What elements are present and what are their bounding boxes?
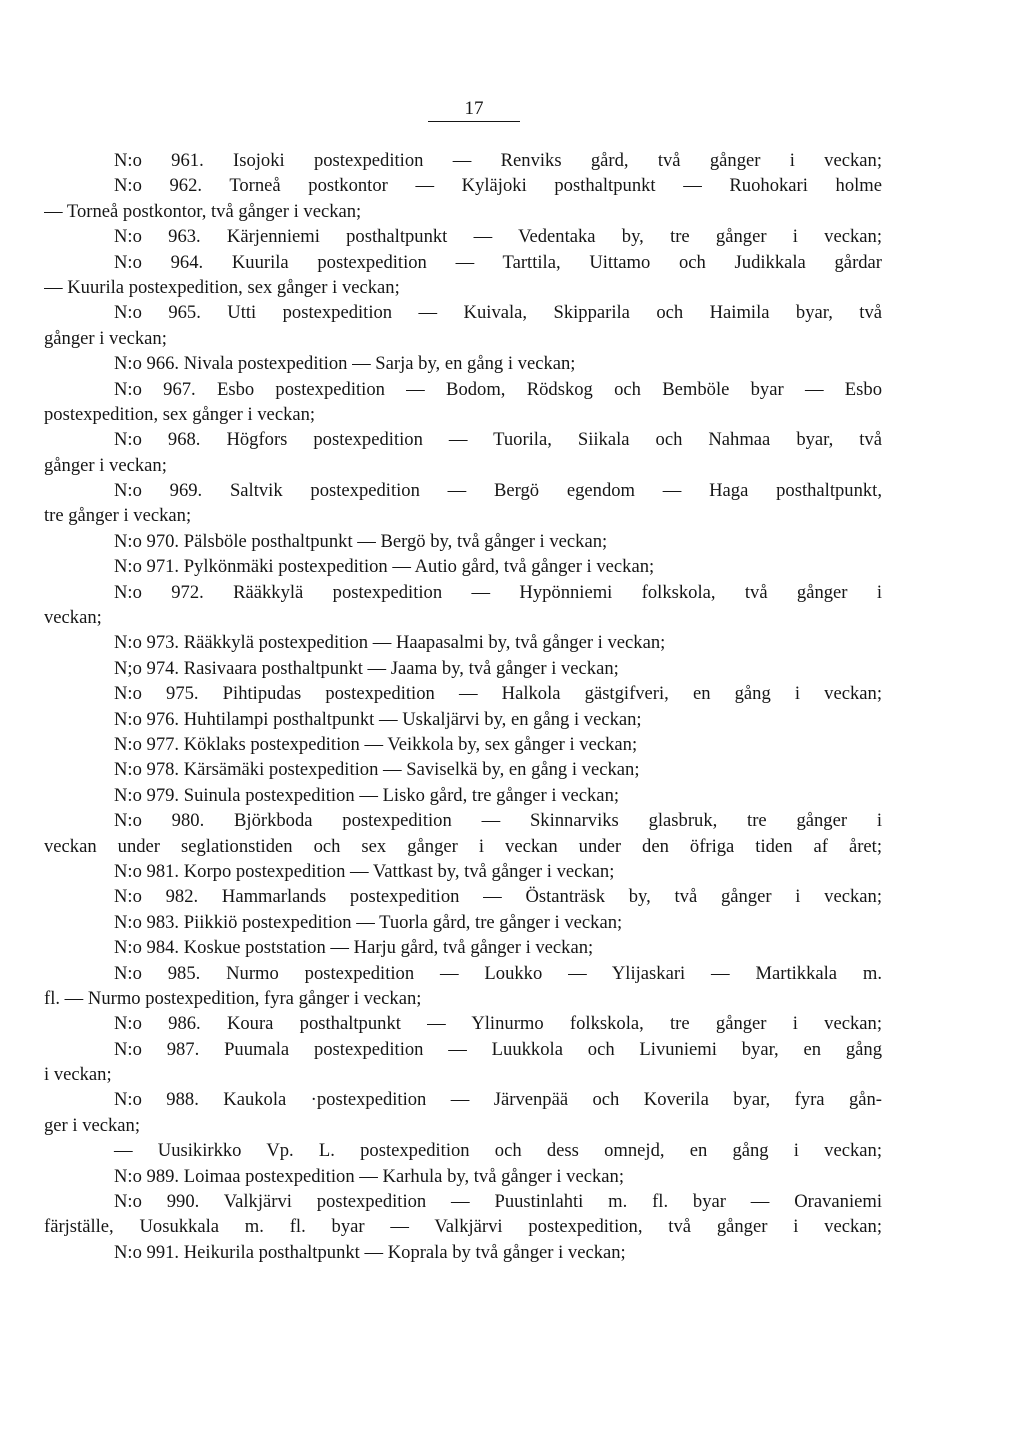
text-line: färjställe, Uosukkala m. fl. byar — Valkjärvi postexpedition, två gånger i veckan; — [44, 1216, 882, 1238]
text-line: postexpedition, sex gånger i veckan; — [44, 403, 316, 425]
text-line: — Torneå postkontor, två gånger i veckan; — [44, 200, 362, 222]
text-line: N:o 988. Kaukola ·postexpedition — Järvenpää och Koverila byar, fyra gån- — [114, 1089, 882, 1111]
text-line: veckan; — [44, 607, 102, 629]
text-line: N:o 987. Puumala postexpedition — Luukkola och Livuniemi byar, en gång — [114, 1038, 882, 1060]
text-line: N:o 961. Isojoki postexpedition — Renviks gård, två gånger i veckan; — [114, 150, 882, 171]
text-line: veckan under seglationstiden och sex gånger i veckan under den öfriga tiden af året; — [44, 835, 882, 857]
text-line: fl. — Nurmo postexpedition, fyra gånger i veckan; — [44, 987, 422, 1009]
text-line: N:o 962. Torneå postkontor — Kyläjoki posthaltpunkt — Ruohokari holme — [114, 175, 882, 197]
text-line: N:o 972. Rääkkylä postexpedition — Hypönniemi folkskola, två gånger i — [114, 581, 882, 603]
text-line: N:o 977. Köklaks postexpedition — Veikkola by, sex gånger i veckan; — [114, 733, 638, 755]
text-line: i veckan; — [44, 1064, 112, 1086]
text-line: N:o 976. Huhtilampi posthaltpunkt — Uskaljärvi by, en gång i veckan; — [114, 708, 642, 730]
text-line: — Kuurila postexpedition, sex gånger i veckan; — [44, 276, 400, 298]
text-line: N:o 970. Pälsböle posthaltpunkt — Bergö by, två gånger i veckan; — [114, 530, 608, 552]
text-line: N:o 967. Esbo postexpedition — Bodom, Rödskog och Bemböle byar — Esbo — [114, 378, 882, 400]
text-line: N:o 966. Nivala postexpedition — Sarja by, en gång i veckan; — [114, 353, 576, 375]
text-line: N:o 975. Pihtipudas postexpedition — Halkola gästgifveri, en gång i veckan; — [114, 683, 882, 705]
text-line: gånger i veckan; — [44, 327, 167, 349]
text-line: N:o 983. Piikkiö postexpedition — Tuorla gård, tre gånger i veckan; — [114, 911, 623, 933]
text-line: N:o 969. Saltvik postexpedition — Bergö egendom — Haga posthaltpunkt, — [114, 480, 882, 502]
text-line: N:o 981. Korpo postexpedition — Vattkast by, två gånger i veckan; — [114, 860, 615, 882]
page-number: 17 — [428, 98, 520, 122]
text-line: N:o 965. Utti postexpedition — Kuivala, Skipparila och Haimila byar, två — [114, 302, 882, 324]
text-line: N:o 990. Valkjärvi postexpedition — Puustinlahti m. fl. byar — Oravaniemi — [114, 1191, 882, 1213]
text-line: N:o 980. Björkboda postexpedition — Skinnarviks glasbruk, tre gånger i — [114, 810, 882, 832]
text-line: tre gånger i veckan; — [44, 505, 192, 527]
text-line: N:o 964. Kuurila postexpedition — Tarttila, Uittamo och Judikkala gårdar — [114, 251, 882, 273]
text-line: gånger i veckan; — [44, 454, 167, 476]
text-line: N:o 963. Kärjenniemi posthaltpunkt — Vedentaka by, tre gånger i veckan; — [114, 226, 882, 248]
body-text — [44, 148, 882, 1265]
text-line: N:o 971. Pylkönmäki postexpedition — Autio gård, två gånger i veckan; — [114, 556, 655, 578]
text-line: N:o 991. Heikurila posthaltpunkt — Koprala by två gånger i veckan; — [114, 1241, 626, 1263]
text-line: N;o 974. Rasivaara posthaltpunkt — Jaama by, två gånger i veckan; — [114, 657, 619, 679]
text-line: N:o 978. Kärsämäki postexpedition — Saviselkä by, en gång i veckan; — [114, 759, 640, 781]
text-line: N:o 982. Hammarlands postexpedition — Östanträsk by, två gånger i veckan; — [114, 886, 882, 908]
text-line: N:o 989. Loimaa postexpedition — Karhula by, två gånger i veckan; — [114, 1165, 624, 1187]
text-line: N:o 984. Koskue poststation — Harju gård, två gånger i veckan; — [114, 937, 594, 959]
text-line: — Uusikirkko Vp. L. postexpedition och dess omnejd, en gång i veckan; — [114, 1140, 882, 1162]
text-line: N:o 973. Rääkkylä postexpedition — Haapasalmi by, två gånger i veckan; — [114, 632, 666, 654]
text-line: N:o 985. Nurmo postexpedition — Loukko — Ylijaskari — Martikkala m. — [114, 962, 882, 984]
text-line: N:o 979. Suinula postexpedition — Lisko gård, tre gånger i veckan; — [114, 784, 620, 806]
text-line: N:o 968. Högfors postexpedition — Tuorila, Siikala och Nahmaa byar, två — [114, 429, 882, 451]
text-line: ger i veckan; — [44, 1114, 141, 1136]
text-line: N:o 986. Koura posthaltpunkt — Ylinurmo folkskola, tre gånger i veckan; — [114, 1013, 882, 1035]
